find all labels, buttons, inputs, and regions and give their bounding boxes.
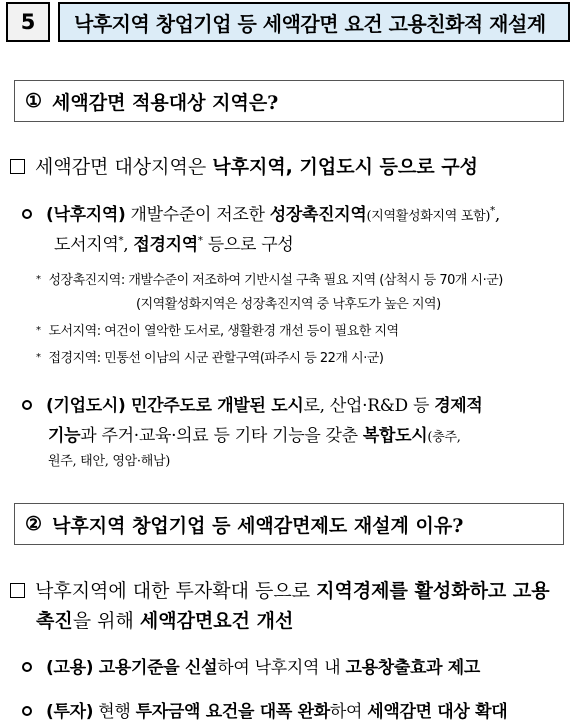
bullet-continuation bbox=[54, 230, 293, 255]
circle-bullet-icon bbox=[22, 209, 32, 219]
text-bold: (투자) bbox=[46, 702, 94, 722]
question-number: ① bbox=[25, 90, 43, 112]
text: 도서지역 bbox=[54, 235, 119, 255]
footnote-mark: * bbox=[36, 274, 41, 285]
footnote-mark: * bbox=[197, 235, 203, 247]
text: 로, 산업·R&D 등 bbox=[303, 396, 435, 416]
text-bold: 고용창출효과 제고 bbox=[345, 658, 481, 678]
text-bold: 촉진 bbox=[36, 610, 73, 632]
text-bold: 낙후지역, 기업도시 bbox=[212, 156, 373, 178]
text-bold: 복합도시 bbox=[362, 426, 428, 446]
text-bold: (기업도시) 민간주도로 개발된 도시 bbox=[46, 396, 304, 416]
note-text: (지역활성화지역은 성장촉진지역 중 낙후도가 높은 지역) bbox=[136, 297, 441, 312]
main-point-continuation bbox=[36, 606, 293, 633]
circle-bullet-icon bbox=[22, 662, 32, 672]
footnote-mark: * bbox=[36, 352, 41, 363]
note-text: 도서지역: 여건이 열악한 도서로, 생활환경 개선 등이 필요한 지역 bbox=[48, 324, 399, 339]
text: 하여 bbox=[329, 702, 368, 722]
text-bold: 접경지역 bbox=[133, 235, 198, 255]
text-small: (지역활성화지역 포함) bbox=[366, 209, 491, 224]
text-small: (충주, bbox=[427, 430, 461, 445]
text: 현행 bbox=[93, 702, 136, 722]
note-text: 접경지역: 민통선 이남의 시군 관할구역(파주시 등 22개 시·군) bbox=[48, 351, 384, 366]
checkbox-square-icon bbox=[10, 583, 25, 598]
text-bold: (고용) bbox=[46, 658, 94, 678]
text: 등으로 구성 bbox=[202, 235, 294, 255]
footnote-mark: * bbox=[490, 205, 495, 217]
text-bold: (낙후지역) bbox=[46, 205, 126, 225]
text-bold: 지역경제를 활성화하고 고용 bbox=[316, 580, 550, 602]
bullet-point bbox=[22, 200, 500, 225]
text-bold: 기능 bbox=[48, 426, 81, 446]
text: 낙후지역에 대한 투자확대 등으로 bbox=[35, 580, 317, 602]
text: 을 위해 bbox=[72, 610, 140, 632]
question-box-1 bbox=[14, 80, 564, 122]
text: 개발수준이 저조한 bbox=[125, 205, 270, 225]
text: 세액감면 대상지역은 bbox=[35, 156, 213, 178]
section-title: 낙후지역 창업기업 등 세액감면 요건 고용친화적 재설계 bbox=[58, 2, 570, 42]
note-line bbox=[36, 320, 399, 339]
text-bold: 경제적 bbox=[434, 396, 483, 416]
section-header bbox=[6, 2, 570, 42]
footnote-mark: * bbox=[36, 325, 41, 336]
question-box-2 bbox=[14, 503, 564, 545]
text-bold: 등으로 구성 bbox=[372, 156, 478, 178]
text: , bbox=[494, 205, 500, 225]
question-text: 낙후지역 창업기업 등 세액감면제도 재설계 이유? bbox=[52, 514, 464, 537]
text-small: 원주, 태안, 영암·해남) bbox=[48, 454, 170, 469]
text: , bbox=[123, 235, 134, 255]
text-bold: 고용기준을 신설 bbox=[93, 658, 218, 678]
footnote-mark: * bbox=[118, 235, 124, 247]
circle-bullet-icon bbox=[22, 706, 32, 716]
bullet-point bbox=[22, 697, 507, 722]
note-line bbox=[36, 269, 503, 288]
text-bold: 투자금액 요건을 대폭 완화 bbox=[135, 702, 330, 722]
section-number: 5 bbox=[6, 2, 50, 42]
checkbox-square-icon bbox=[10, 159, 25, 174]
note-line bbox=[136, 293, 441, 312]
main-point bbox=[10, 576, 550, 603]
text: 하여 낙후지역 내 bbox=[217, 658, 346, 678]
note-line bbox=[36, 347, 383, 366]
text-bold: 세액감면요건 개선 bbox=[139, 610, 294, 632]
text: 과 주거·교육·의료 등 기타 기능을 갖춘 bbox=[80, 426, 363, 446]
text-bold: 성장촉진지역 bbox=[269, 205, 367, 225]
question-number: ② bbox=[25, 513, 43, 535]
note-text: 성장촉진지역: 개발수준이 저조하여 기반시설 구축 필요 지역 (삼척시 등 70개 시·군) bbox=[48, 273, 503, 288]
bullet-point bbox=[22, 653, 480, 678]
bullet-point bbox=[22, 391, 483, 416]
question-text: 세액감면 적용대상 지역은? bbox=[52, 91, 279, 114]
bullet-continuation bbox=[48, 421, 461, 446]
circle-bullet-icon bbox=[22, 400, 32, 410]
main-point bbox=[10, 152, 478, 179]
text-bold: 세액감면 대상 확대 bbox=[367, 702, 508, 722]
bullet-continuation bbox=[48, 450, 170, 470]
